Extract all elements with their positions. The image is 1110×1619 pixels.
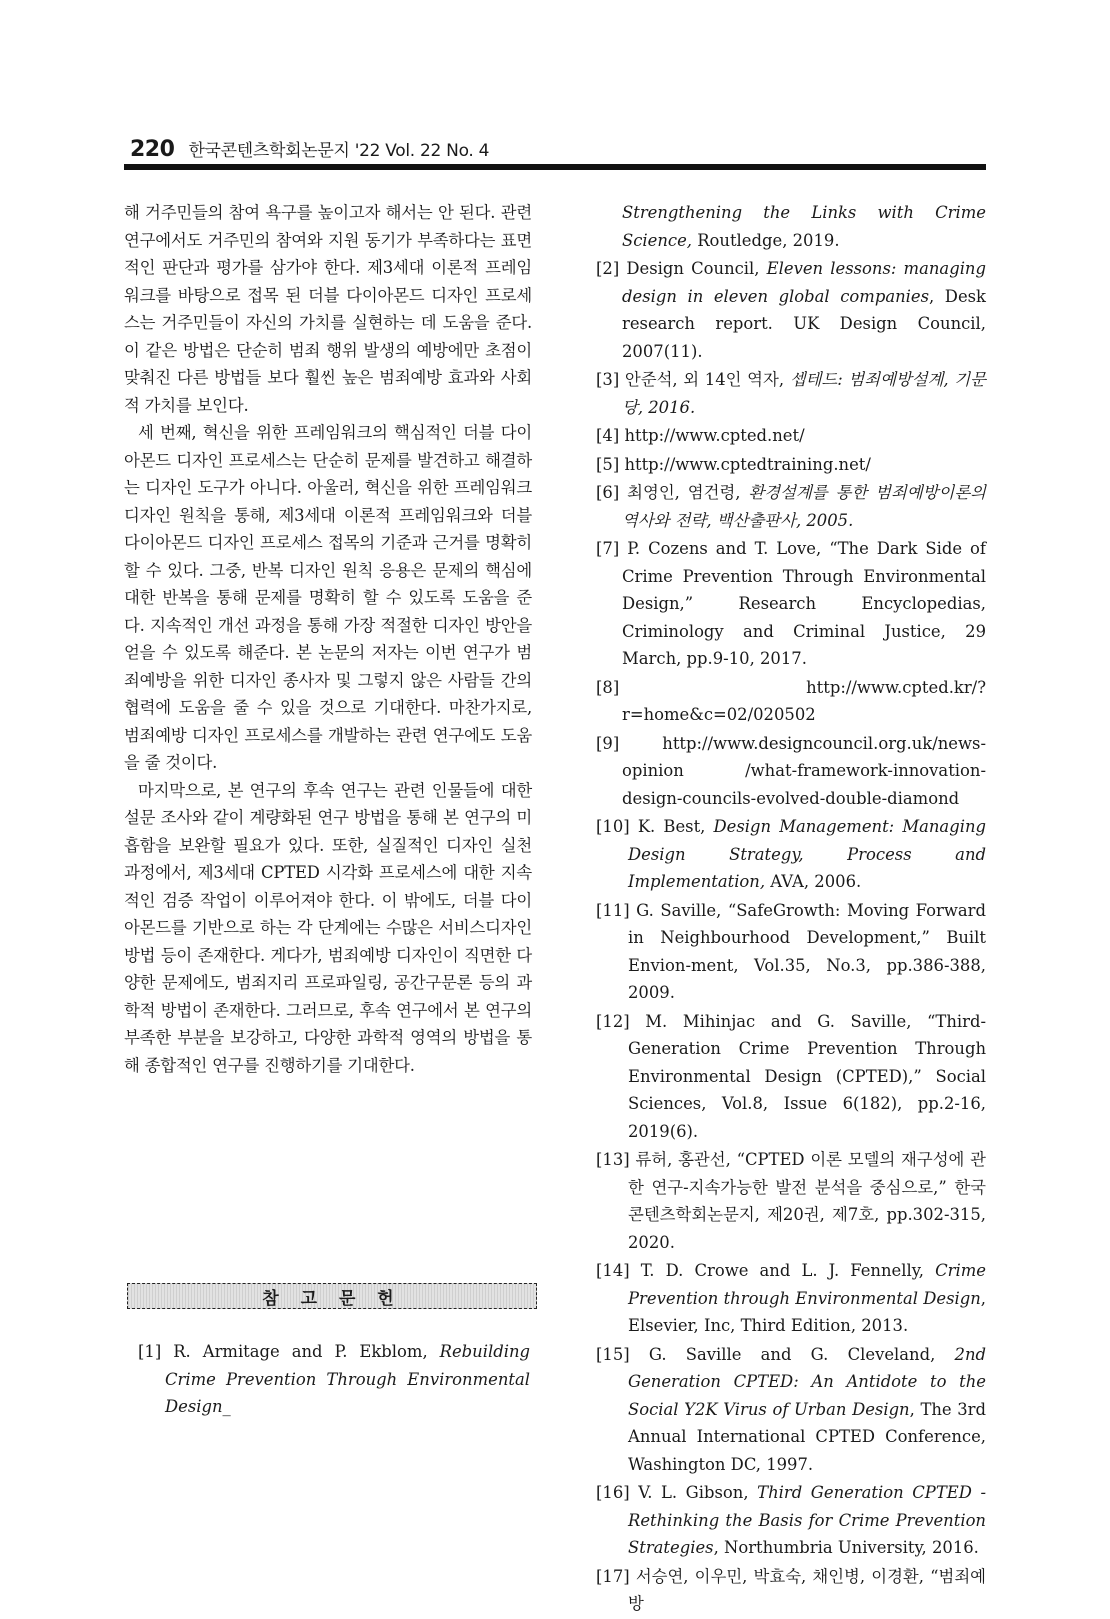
- body-paragraph: 세 번째, 혁신을 위한 프레임워크의 핵심적인 더블 다이아몬드 디자인 프로세스는 단순히 문제를 발견하고 해결하는 디자인 도구가 아니다. 아울러, 혁신을 위한 프레임워크 디자인 원칙을 통해, 제3세대 이론적 프레임워크와 더블 다이아몬드 디자인 프로세스 접목의 기준과 근거를 명확히 할 수 있다. 그중, 반복 디자인 원칙 응용은 문제의 핵심에 대한 반복을 통해 문제를 명확히 할 수 있도록 도움을 준다. 지속적인 개선 과정을 통해 가장 적절한 디자인 방안을 얻을 수 있도록 해준다. 본 논문의 저자는 이번 연구가 범죄예방을 위한 디자인 종사자 및 그렇지 않은 사람들 간의 협력에 도움을 줄 수 있을 것으로 기대한다. 마찬가지로, 범죄예방 디자인 프로세스를 개발하는 관련 연구에도 도움을 줄 것이다.: [124, 423, 532, 772]
- reference-item: [16] V. L. Gibson, Third Generation CPTED - Rethinking the Basis for Crime Prevention Strategies, Northumbria University, 2016.: [596, 1483, 986, 1557]
- body-column-left: [124, 199, 532, 1079]
- reference-item: [17] 서승연, 이우민, 박효숙, 채인병, 이경환, “범죄예방: [596, 1566, 986, 1613]
- page-header: [130, 136, 986, 164]
- references-list-left: [138, 1338, 530, 1422]
- reference-item: [5] http://www.cptedtraining.net/: [596, 454, 871, 474]
- reference-item: [1] R. Armitage and P. Ekblom, Rebuilding Crime Prevention Through Environmental Design_: [138, 1342, 530, 1416]
- reference-item: [3] 안준석, 외 14인 역자, 셉테드: 범죄예방설계, 기문당, 2016.: [596, 370, 986, 417]
- page-number: 220: [130, 137, 175, 162]
- references-list-right: [596, 199, 986, 1619]
- reference-item: [4] http://www.cpted.net/: [596, 426, 805, 445]
- reference-item: [7] P. Cozens and T. Love, “The Dark Side of Crime Prevention Through Environmental Design,” Research Encyclopedias, Criminology and Criminal Justice, 29 March, pp.9-10, 2017.: [596, 539, 986, 668]
- header-rule: [124, 164, 986, 170]
- references-heading: 참 고 문 헌: [127, 1283, 537, 1309]
- reference-item-continued: Strengthening the Links with Crime Science, Routledge, 2019.: [622, 203, 986, 250]
- reference-item: [14] T. D. Crowe and L. J. Fennelly, Crime Prevention through Environmental Design, Elsevier, Inc, Third Edition, 2013.: [596, 1261, 986, 1335]
- reference-item: [2] Design Council, Eleven lessons: managing design in eleven global companies, Desk research report. UK Design Council, 2007(11).: [596, 259, 986, 361]
- body-paragraph: 마지막으로, 본 연구의 후속 연구는 관련 인물들에 대한 설문 조사와 같이 계량화된 연구 방법을 통해 본 연구의 미흡함을 보완할 필요가 있다. 또한, 실질적인 디자인 실천 과정에서, 제3세대 CPTED 시각화 프로세스에 대한 지속적인 검증 작업이 이루어져야 한다. 이 밖에도, 더블 다이아몬드를 기반으로 하는 각 단계에는 수많은 서비스디자인 방법 등이 존재한다. 게다가, 범죄예방 디자인이 직면한 다양한 문제에도, 범죄지리 프로파일링, 공간구문론 등의 과학적 방법이 존재한다. 그러므로, 후속 연구에서 본 연구의 부족한 부분을 보강하고, 다양한 과학적 영역의 방법을 통해 종합적인 연구를 진행하기를 기대한다.: [124, 780, 532, 1075]
- reference-item: [10] K. Best, Design Management: Managing Design Strategy, Process and Implementation, AVA, 2006.: [596, 817, 986, 891]
- body-paragraph: 해 거주민들의 참여 욕구를 높이고자 해서는 안 된다. 관련 연구에서도 거주민의 참여와 지원 동기가 부족하다는 표면적인 판단과 평가를 삼가야 한다. 제3세대 이론적 프레임워크를 바탕으로 접목 된 더블 다이아몬드 디자인 프로세스는 거주민들이 자신의 가치를 실현하는 데 도움을 준다. 이 같은 방법은 단순히 범죄 행위 발생의 예방에만 초점이 맞춰진 다른 방법들 보다 훨씬 높은 범죄예방 효과와 사회적 가치를 보인다.: [124, 203, 532, 415]
- reference-item: [13] 류허, 홍관선, “CPTED 이론 모델의 재구성에 관한 연구-지속가능한 발전 분석을 중심으로,” 한국콘텐츠학회논문지, 제20권, 제7호, pp.302-315, 2020.: [596, 1150, 986, 1252]
- reference-item: [6] 최영인, 염건령, 환경설계를 통한 범죄예방이론의 역사와 전략, 백산출판사, 2005.: [596, 483, 986, 530]
- reference-item: [8] http://www.cpted.kr/?r=home&c=02/020502: [596, 677, 986, 724]
- journal-title: 한국콘텐츠학회논문지 '22 Vol. 22 No. 4: [188, 141, 490, 161]
- reference-item: [12] M. Mihinjac and G. Saville, “Third-Generation Crime Prevention Through Environmental Design (CPTED),” Social Sciences, Vol.8, Issue 6(182), pp.2-16, 2019(6).: [596, 1011, 986, 1141]
- reference-item: [9] http://www.designcouncil.org.uk/news-opinion /what-framework-innovation-design-councils-evolved-double-diamond: [596, 733, 986, 808]
- reference-item: [15] G. Saville and G. Cleveland, 2nd Generation CPTED: An Antidote to the Social Y2K Virus of Urban Design, The 3rd Annual International CPTED Conference, Washington DC, 1997.: [596, 1344, 986, 1474]
- reference-item: [11] G. Saville, “SafeGrowth: Moving Forward in Neighbourhood Development,” Built Envion-ment, Vol.35, No.3, pp.386-388, 2009.: [596, 900, 986, 1002]
